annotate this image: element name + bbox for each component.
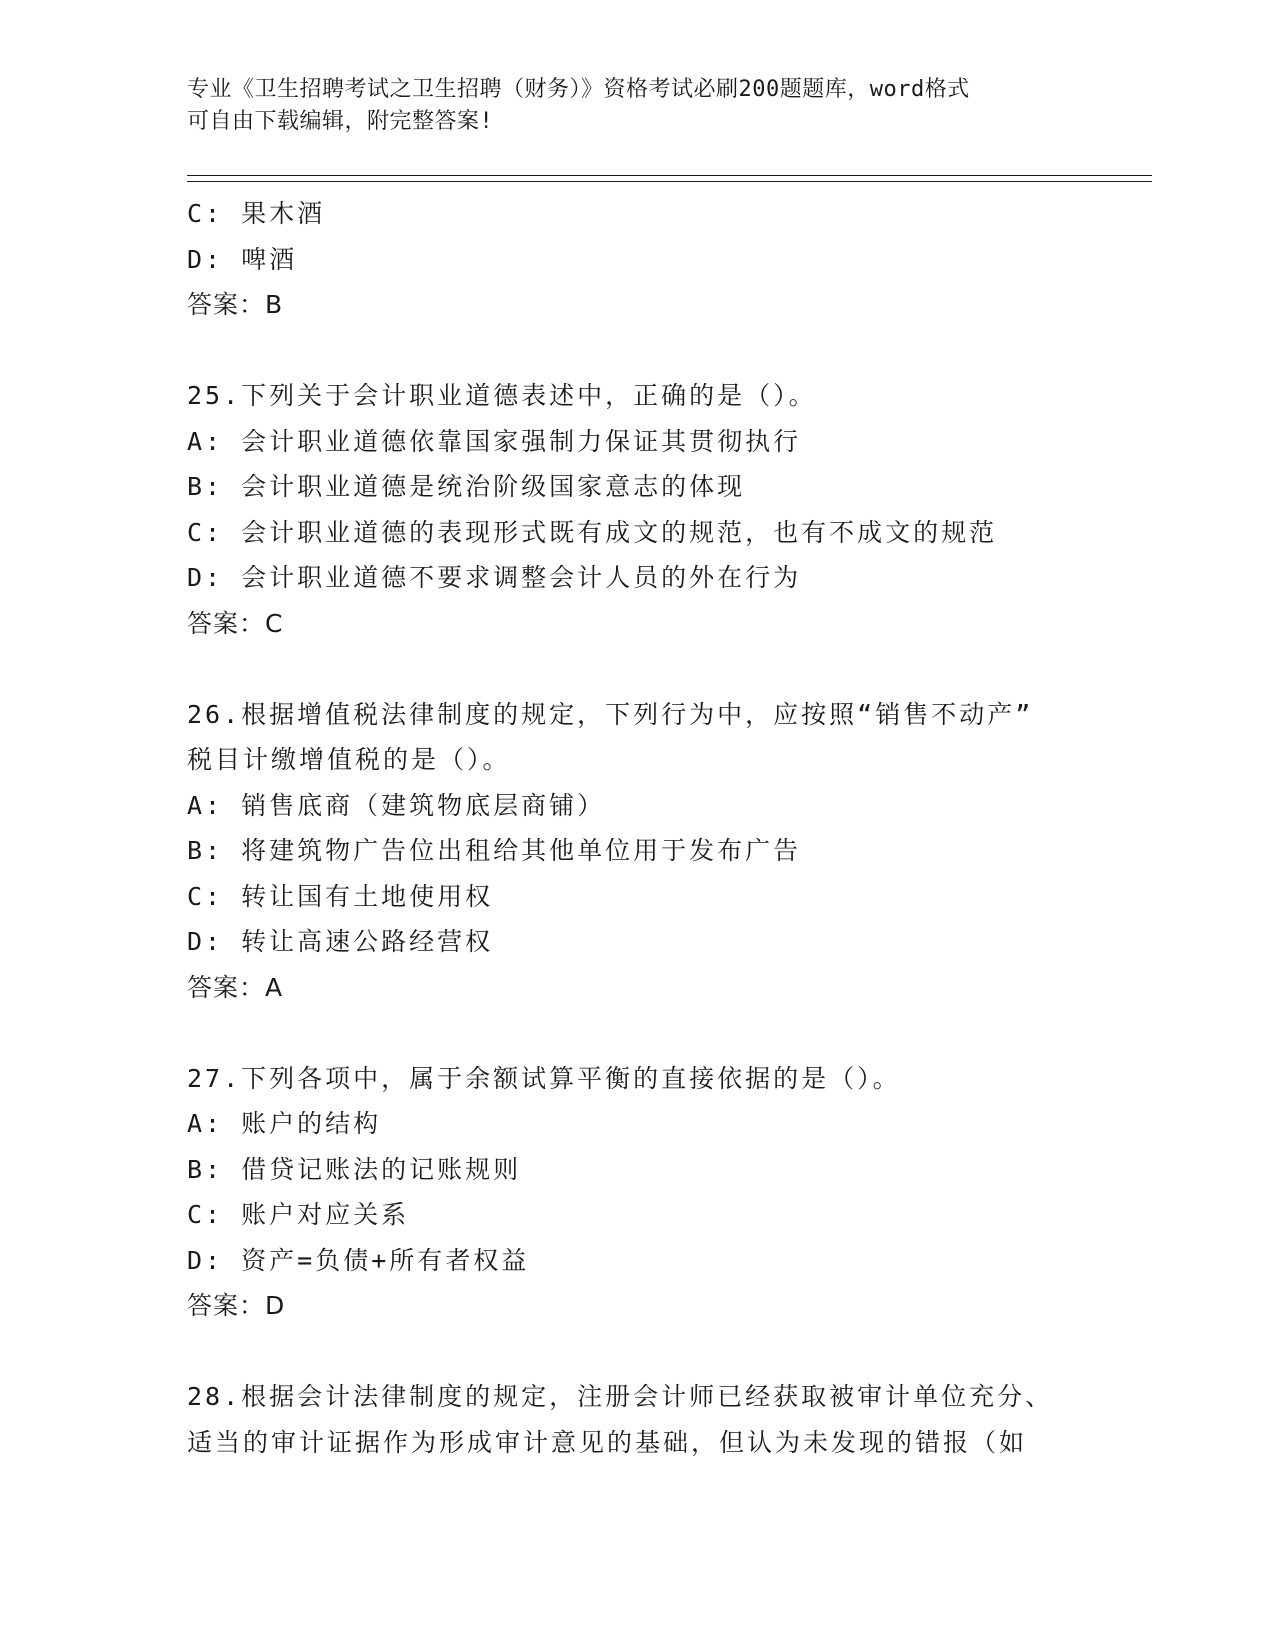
- question-28: [187, 1374, 1087, 1465]
- answer-label: 答案：D: [187, 1291, 286, 1320]
- header-divider-bottom: [187, 181, 1152, 182]
- option-a: A: 销售底商（建筑物底层商铺）: [187, 790, 606, 820]
- header-line-2: 可自由下载编辑，附完整答案!: [187, 109, 494, 134]
- question-stem: 28.根据会计法律制度的规定，注册会计师已经获取被审计单位充分、: [187, 1382, 1054, 1411]
- spacer: [187, 1329, 1087, 1375]
- question-24-continued: [187, 191, 1087, 328]
- option-b: B: 借贷记账法的记账规则: [187, 1154, 522, 1184]
- question-stem: 25.下列关于会计职业道德表述中，正确的是（）。: [187, 381, 817, 410]
- answer-label: 答案：B: [187, 290, 284, 319]
- option-a: A: 账户的结构: [187, 1109, 382, 1138]
- option-c: C: 果木酒: [187, 199, 326, 228]
- option-b: B: 将建筑物广告位出租给其他单位用于发布广告: [187, 836, 802, 865]
- question-stem: 27.下列各项中，属于余额试算平衡的直接依据的是（）。: [187, 1063, 901, 1093]
- option-d: D: 会计职业道德不要求调整会计人员的外在行为: [187, 563, 802, 592]
- answer-label: 答案：A: [187, 972, 284, 1002]
- header-line-1: 专业《卫生招聘考试之卫生招聘（财务）》资格考试必刷200题题库，word格式: [187, 77, 970, 102]
- question-stem-continued: 适当的审计证据作为形成审计意见的基础，但认为未发现的错报（如: [187, 1427, 1028, 1457]
- option-d: D: 转让高速公路经营权: [187, 927, 494, 956]
- option-c: C: 账户对应关系: [187, 1200, 410, 1229]
- question-25: [187, 373, 1087, 646]
- spacer: [187, 328, 1087, 374]
- question-26: [187, 692, 1087, 1011]
- answer-label: 答案：C: [187, 608, 284, 638]
- option-c: C: 转让国有土地使用权: [187, 881, 494, 911]
- question-list: [187, 191, 1087, 1465]
- spacer: [187, 1010, 1087, 1056]
- question-stem-continued: 税目计缴增值税的是（）。: [187, 745, 511, 774]
- question-stem: 26.根据增值税法律制度的规定，下列行为中，应按照“销售不动产”: [187, 699, 1034, 729]
- question-27: [187, 1056, 1087, 1329]
- option-d: D: 资产=负债+所有者权益: [187, 1245, 530, 1275]
- option-a: A: 会计职业道德依靠国家强制力保证其贯彻执行: [187, 426, 802, 456]
- option-b: B: 会计职业道德是统治阶级国家意志的体现: [187, 472, 746, 501]
- document-header: [187, 74, 1067, 138]
- option-c: C: 会计职业道德的表现形式既有成文的规范，也有不成文的规范: [187, 517, 998, 547]
- option-d: D: 啤酒: [187, 244, 298, 274]
- header-divider-top: [187, 175, 1152, 176]
- spacer: [187, 646, 1087, 692]
